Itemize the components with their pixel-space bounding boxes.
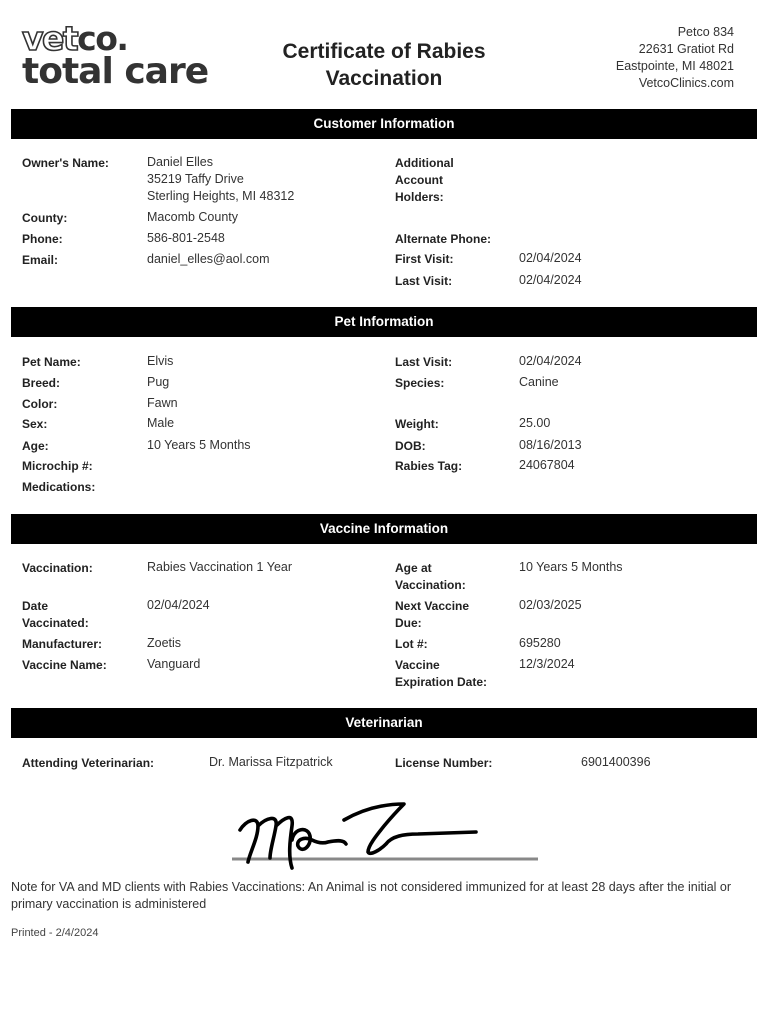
owner-address-line1: 35219 Taffy Drive <box>147 172 244 186</box>
vetco-logo <box>22 19 209 92</box>
microchip-label: Microchip #: <box>22 459 93 473</box>
clinic-website: VetcoClinics.com <box>638 76 734 90</box>
next-vaccine-due-label-line2: Due: <box>395 616 422 630</box>
phone-value: 586-801-2548 <box>147 231 225 245</box>
age-at-vaccination-label-line2: Vaccination: <box>395 578 466 592</box>
next-vaccine-due-value: 02/03/2025 <box>519 598 582 612</box>
logo-wordmark-solid: co. <box>77 19 128 58</box>
age-value: 10 Years 5 Months <box>147 438 251 452</box>
clinic-street: 22631 Gratiot Rd <box>638 42 734 56</box>
date-vaccinated-label-line1: Date <box>22 599 49 613</box>
color-label: Color: <box>22 397 58 411</box>
document-title-line1: Certificate of Rabies <box>282 40 486 63</box>
owner-name: Daniel Elles <box>147 155 214 169</box>
vaccine-name-label: Vaccine Name: <box>22 658 107 672</box>
dob-label: DOB: <box>395 439 426 453</box>
attending-veterinarian-value: Dr. Marissa Fitzpatrick <box>209 755 333 769</box>
date-vaccinated-value: 02/04/2024 <box>147 598 210 612</box>
first-visit-label: First Visit: <box>395 252 454 266</box>
pet-name-value: Elvis <box>147 354 174 368</box>
license-number-value: 6901400396 <box>581 755 651 769</box>
additional-holders-label-line2: Account <box>395 173 443 187</box>
color-value: Fawn <box>147 396 178 410</box>
lot-number-label: Lot #: <box>395 637 428 651</box>
county-label: County: <box>22 211 68 225</box>
logo-wordmark-outline: vet <box>22 19 78 58</box>
dob-value: 08/16/2013 <box>519 438 582 452</box>
customer-last-visit-value: 02/04/2024 <box>519 273 582 287</box>
breed-label: Breed: <box>22 376 61 390</box>
page-header <box>0 0 768 108</box>
license-number-label: License Number: <box>395 756 493 770</box>
county-value: Macomb County <box>147 210 239 224</box>
sex-value: Male <box>147 416 175 430</box>
manufacturer-label: Manufacturer: <box>22 637 103 651</box>
clinic-address-block <box>616 24 734 92</box>
owner-name-label: Owner's Name: <box>22 156 109 170</box>
veterinarian-header: Veterinarian <box>11 708 757 738</box>
medications-label: Medications: <box>22 480 96 494</box>
immunization-note: Note for VA and MD clients with Rabies Vaccinations: An Animal is not considered immunized for at least 28 days after the initial or primary vaccination is administered <box>11 880 732 911</box>
vaccination-label: Vaccination: <box>22 561 93 575</box>
phone-label: Phone: <box>22 232 63 246</box>
pet-last-visit-value: 02/04/2024 <box>519 354 582 368</box>
manufacturer-value: Zoetis <box>147 636 182 650</box>
printed-date: Printed - 2/4/2024 <box>11 927 99 939</box>
clinic-name: Petco 834 <box>677 25 734 39</box>
vaccination-value: Rabies Vaccination 1 Year <box>147 560 293 574</box>
customer-last-visit-label: Last Visit: <box>395 274 453 288</box>
weight-label: Weight: <box>395 417 439 431</box>
age-at-vaccination-value: 10 Years 5 Months <box>519 560 623 574</box>
vaccine-expiration-value: 12/3/2024 <box>519 657 575 671</box>
next-vaccine-due-label-line1: Next Vaccine <box>395 599 470 613</box>
pet-name-label: Pet Name: <box>22 355 81 369</box>
veterinarian-signature <box>228 800 540 872</box>
weight-value: 25.00 <box>519 416 551 430</box>
sex-label: Sex: <box>22 417 48 431</box>
first-visit-value: 02/04/2024 <box>519 251 582 265</box>
document-title-line2: Vaccination <box>325 67 443 90</box>
age-label: Age: <box>22 439 49 453</box>
additional-holders-label-line3: Holders: <box>395 190 444 204</box>
vaccine-name-value: Vanguard <box>147 657 201 671</box>
date-vaccinated-label-line2: Vaccinated: <box>22 616 89 630</box>
logo-tagline: total care <box>22 51 209 92</box>
pet-info-header: Pet Information <box>11 307 757 337</box>
rabies-tag-value: 24067804 <box>519 458 575 472</box>
rabies-tag-label: Rabies Tag: <box>395 459 463 473</box>
age-at-vaccination-label-line1: Age at <box>395 561 432 575</box>
document-title <box>254 38 514 92</box>
species-value: Canine <box>519 375 559 389</box>
pet-last-visit-label: Last Visit: <box>395 355 453 369</box>
customer-info-header: Customer Information <box>11 109 757 139</box>
breed-value: Pug <box>147 375 170 389</box>
alternate-phone-label: Alternate Phone: <box>395 232 492 246</box>
attending-veterinarian-label: Attending Veterinarian: <box>22 756 155 770</box>
clinic-city: Eastpointe, MI 48021 <box>615 59 734 73</box>
vaccine-expiration-label-line2: Expiration Date: <box>395 675 488 689</box>
lot-number-value: 695280 <box>519 636 561 650</box>
vaccine-info-header: Vaccine Information <box>11 514 757 544</box>
email-value: daniel_elles@aol.com <box>147 252 270 266</box>
owner-address-line2: Sterling Heights, MI 48312 <box>147 189 295 203</box>
email-label: Email: <box>22 253 59 267</box>
species-label: Species: <box>395 376 445 390</box>
vaccine-expiration-label-line1: Vaccine <box>395 658 440 672</box>
additional-holders-label-line1: Additional <box>395 156 454 170</box>
